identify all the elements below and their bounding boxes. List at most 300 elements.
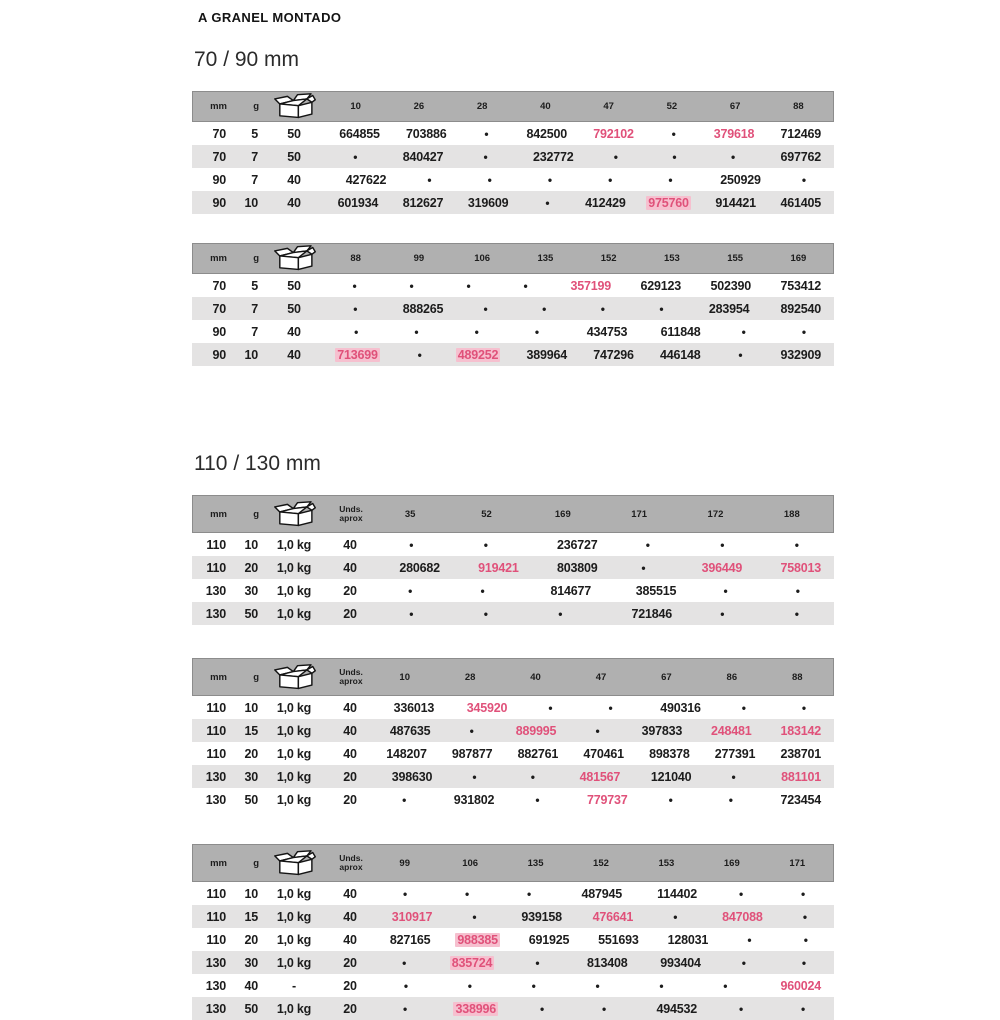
cell-pack: - — [292, 978, 296, 993]
cell-g: 15 — [244, 723, 258, 738]
cell-no-stock-dot: • — [487, 172, 492, 187]
cell-ref-code: 827165 — [389, 932, 431, 947]
cell-mm: 130 — [205, 606, 226, 621]
cell-ref-code: 847088 — [722, 909, 763, 924]
cell-pack: 50 — [287, 126, 301, 141]
cell-ref-code: 987877 — [451, 746, 493, 761]
cell-g: 10 — [244, 537, 258, 552]
cell-no-stock-dot: • — [720, 606, 725, 621]
cell-no-stock-dot: • — [472, 769, 477, 784]
cell-no-stock-dot: • — [731, 149, 736, 164]
col-header-mm: mm — [210, 508, 227, 520]
cell-ref-code: 753412 — [780, 278, 821, 293]
cell-mm: 70 — [212, 126, 226, 141]
cell-no-stock-dot: • — [601, 1001, 606, 1016]
cell-ref-code: 814677 — [550, 583, 591, 598]
table-row — [192, 951, 834, 974]
cell-units: 40 — [343, 886, 357, 901]
cell-ref-code: 487635 — [389, 723, 431, 738]
table-header-row — [192, 658, 834, 696]
col-header-code: 169 — [790, 253, 807, 264]
cell-ref-code: 481567 — [579, 769, 621, 784]
cell-ref-code: 713699 — [337, 347, 378, 362]
col-header-code: 40 — [530, 671, 541, 683]
cell-no-stock-dot: • — [728, 792, 733, 807]
col-header-code: 172 — [707, 508, 724, 520]
cell-units: 20 — [343, 769, 357, 784]
units-label-line2: aprox — [339, 676, 363, 686]
cell-no-stock-dot: • — [474, 324, 479, 339]
cell-no-stock-dot: • — [672, 149, 677, 164]
units-label-line1: Unds. — [339, 667, 363, 678]
cell-no-stock-dot: • — [600, 301, 605, 316]
cell-no-stock-dot: • — [409, 278, 414, 293]
cell-no-stock-dot: • — [738, 886, 743, 901]
cell-no-stock-dot: • — [723, 978, 728, 993]
open-box-icon — [263, 93, 327, 120]
col-header-code: 52 — [481, 508, 492, 520]
cell-pack: 1,0 kg — [276, 955, 312, 970]
cell-ref-code: 461405 — [780, 195, 821, 210]
cell-ref-code: 988385 — [457, 932, 498, 947]
col-header-code: 171 — [631, 508, 648, 520]
cell-ref-code: 236727 — [556, 537, 598, 552]
cell-ref-code: 412429 — [585, 195, 626, 210]
cell-no-stock-dot: • — [352, 278, 357, 293]
cell-no-stock-dot: • — [472, 909, 477, 924]
cell-no-stock-dot: • — [645, 537, 650, 552]
table-row — [192, 145, 834, 168]
cell-pack: 1,0 kg — [276, 723, 312, 738]
cell-g: 30 — [244, 769, 258, 784]
col-header-g: g — [253, 101, 259, 112]
cell-ref-code: 121040 — [650, 769, 692, 784]
cell-ref-code: 975760 — [648, 195, 689, 210]
cell-ref-code: 914421 — [715, 195, 756, 210]
cell-mm: 110 — [206, 537, 226, 552]
table-row — [192, 320, 834, 343]
cell-no-stock-dot: • — [539, 1001, 544, 1016]
col-header-code: 47 — [595, 671, 607, 683]
col-header-code: 99 — [399, 857, 410, 869]
section-70-90 — [192, 48, 834, 366]
cell-mm: 90 — [212, 324, 226, 339]
open-box-icon — [263, 501, 327, 528]
cell-no-stock-dot: • — [402, 1001, 407, 1016]
cell-ref-code: 310917 — [391, 909, 433, 924]
cell-pack: 1,0 kg — [276, 606, 312, 621]
cell-pack: 1,0 kg — [276, 909, 312, 924]
cell-no-stock-dot: • — [409, 606, 414, 621]
table-header-row — [192, 495, 834, 533]
col-header-units-aprox — [327, 668, 375, 686]
col-header-code: 135 — [527, 857, 544, 869]
cell-no-stock-dot: • — [801, 172, 806, 187]
cell-ref-code: 427622 — [345, 172, 387, 187]
cell-ref-code: 336013 — [393, 700, 435, 715]
cell-g: 10 — [244, 347, 258, 362]
table-row — [192, 533, 834, 556]
cell-ref-code: 357199 — [570, 278, 611, 293]
open-box-icon — [263, 850, 327, 877]
cell-no-stock-dot: • — [558, 606, 563, 621]
cell-units: 20 — [343, 978, 357, 993]
product-table — [192, 91, 834, 214]
cell-ref-code: 238701 — [780, 746, 822, 761]
cell-ref-code: 470461 — [583, 746, 624, 761]
cell-ref-code: 379618 — [713, 126, 755, 141]
cell-mm: 130 — [205, 769, 226, 784]
cell-units: 20 — [343, 792, 357, 807]
cell-pack: 1,0 kg — [276, 1001, 312, 1016]
col-header-code: 28 — [464, 671, 476, 683]
cell-no-stock-dot: • — [731, 769, 736, 784]
cell-ref-code: 397833 — [641, 723, 683, 738]
table-row — [192, 191, 834, 214]
cell-units: 40 — [343, 746, 357, 761]
col-header-code: 153 — [658, 857, 675, 869]
cell-no-stock-dot: • — [483, 301, 488, 316]
cell-mm: 110 — [206, 700, 226, 715]
cell-ref-code: 434753 — [586, 324, 628, 339]
cell-pack: 40 — [287, 172, 301, 187]
cell-ref-code: 812627 — [402, 195, 444, 210]
cell-ref-code: 114402 — [657, 886, 697, 901]
cell-no-stock-dot: • — [403, 978, 408, 993]
cell-ref-code: 489252 — [457, 347, 499, 362]
cell-ref-code: 840427 — [402, 149, 444, 164]
cell-no-stock-dot: • — [795, 583, 800, 598]
cell-mm: 90 — [212, 195, 226, 210]
col-header-code: 171 — [789, 857, 806, 869]
col-header-g: g — [253, 508, 259, 520]
cell-no-stock-dot: • — [535, 955, 540, 970]
table-row — [192, 765, 834, 788]
cell-ref-code: 502390 — [710, 278, 751, 293]
product-table — [192, 243, 834, 366]
table-row — [192, 343, 834, 366]
cell-no-stock-dot: • — [608, 172, 613, 187]
cell-no-stock-dot: • — [464, 886, 469, 901]
cell-ref-code: 128031 — [667, 932, 709, 947]
cell-ref-code: 703886 — [405, 126, 447, 141]
cell-g: 50 — [244, 792, 258, 807]
cell-no-stock-dot: • — [466, 278, 471, 293]
units-label-line1: Unds. — [339, 853, 363, 864]
cell-ref-code: 882761 — [517, 746, 559, 761]
cell-no-stock-dot: • — [354, 324, 359, 339]
cell-mm: 90 — [212, 172, 226, 187]
product-table — [192, 658, 834, 811]
cell-no-stock-dot: • — [531, 978, 536, 993]
col-header-mm: mm — [210, 857, 227, 869]
col-header-code: 106 — [462, 857, 479, 869]
cell-ref-code: 758013 — [780, 560, 821, 575]
cell-g: 50 — [244, 1001, 258, 1016]
cell-no-stock-dot: • — [659, 978, 664, 993]
cell-no-stock-dot: • — [641, 560, 646, 575]
cell-pack: 1,0 kg — [276, 792, 312, 807]
cell-mm: 110 — [206, 723, 226, 738]
cell-ref-code: 919421 — [478, 560, 519, 575]
cell-ref-code: 232772 — [532, 149, 574, 164]
col-header-code: 52 — [666, 101, 678, 112]
cell-ref-code: 389964 — [526, 347, 567, 362]
cell-g: 20 — [244, 932, 258, 947]
col-header-code: 88 — [793, 101, 804, 112]
cell-g: 10 — [244, 886, 258, 901]
units-label-line2: aprox — [339, 513, 363, 523]
col-header-code: 35 — [404, 508, 416, 520]
cell-no-stock-dot: • — [595, 978, 600, 993]
col-header-code: 10 — [399, 671, 410, 683]
cell-mm: 110 — [206, 560, 226, 575]
units-label-line1: Unds. — [339, 504, 363, 515]
cell-ref-code: 476641 — [592, 909, 634, 924]
cell-no-stock-dot: • — [747, 932, 752, 947]
cell-no-stock-dot: • — [484, 126, 489, 141]
cell-mm: 110 — [206, 746, 226, 761]
cell-no-stock-dot: • — [794, 537, 799, 552]
cell-ref-code: 248481 — [711, 723, 752, 738]
cell-no-stock-dot: • — [408, 583, 413, 598]
cell-ref-code: 892540 — [780, 301, 821, 316]
col-header-units-aprox — [327, 854, 375, 872]
col-header-mm: mm — [210, 101, 227, 112]
cell-ref-code: 813408 — [587, 955, 628, 970]
col-header-g: g — [253, 857, 259, 869]
cell-no-stock-dot: • — [414, 324, 419, 339]
cell-units: 20 — [343, 1001, 357, 1016]
cell-no-stock-dot: • — [409, 537, 414, 552]
table-row — [192, 168, 834, 191]
table-row — [192, 742, 834, 765]
cell-no-stock-dot: • — [720, 537, 725, 552]
cell-no-stock-dot: • — [608, 700, 613, 715]
cell-pack: 40 — [287, 195, 301, 210]
section-heading-110-130: 110 / 130 mm — [194, 452, 321, 475]
table-row — [192, 602, 834, 625]
cell-ref-code: 345920 — [466, 700, 508, 715]
cell-units: 20 — [343, 606, 357, 621]
cell-ref-code: 993404 — [660, 955, 701, 970]
table-row — [192, 997, 834, 1020]
cell-no-stock-dot: • — [427, 172, 432, 187]
cell-g: 30 — [244, 583, 258, 598]
cell-ref-code: 487945 — [581, 886, 622, 901]
cell-no-stock-dot: • — [353, 301, 358, 316]
cell-no-stock-dot: • — [738, 347, 743, 362]
cell-ref-code: 494532 — [656, 1001, 697, 1016]
cell-no-stock-dot: • — [402, 792, 407, 807]
cell-pack: 50 — [287, 149, 301, 164]
col-header-code: 86 — [726, 671, 738, 683]
cell-no-stock-dot: • — [801, 700, 806, 715]
table-row — [192, 297, 834, 320]
cell-pack: 1,0 kg — [276, 886, 312, 901]
cell-no-stock-dot: • — [467, 978, 472, 993]
cell-mm: 110 — [206, 909, 226, 924]
col-header-code: 169 — [723, 857, 740, 869]
cell-no-stock-dot: • — [738, 1001, 743, 1016]
tables-110-130 — [192, 495, 834, 1020]
cell-units: 20 — [343, 583, 357, 598]
table-row — [192, 696, 834, 719]
cell-ref-code: 803809 — [556, 560, 598, 575]
table-row — [192, 122, 834, 145]
cell-ref-code: 835724 — [451, 955, 493, 970]
cell-no-stock-dot: • — [483, 149, 488, 164]
cell-pack: 1,0 kg — [276, 560, 312, 575]
cell-g: 7 — [251, 172, 258, 187]
cell-pack: 1,0 kg — [276, 583, 312, 598]
cell-ref-code: 148207 — [386, 746, 427, 761]
cell-mm: 130 — [205, 792, 226, 807]
col-header-code: 26 — [413, 101, 425, 112]
cell-mm: 70 — [212, 301, 226, 316]
table-row — [192, 274, 834, 297]
cell-no-stock-dot: • — [480, 583, 485, 598]
cell-ref-code: 889995 — [515, 723, 557, 738]
cell-ref-code: 183142 — [780, 723, 821, 738]
cell-pack: 1,0 kg — [276, 700, 312, 715]
cell-no-stock-dot: • — [801, 324, 806, 339]
cell-units: 40 — [343, 700, 357, 715]
cell-ref-code: 398630 — [391, 769, 433, 784]
cell-units: 20 — [343, 955, 357, 970]
col-header-code: 169 — [554, 508, 571, 520]
cell-no-stock-dot: • — [668, 792, 673, 807]
table-header-row — [192, 844, 834, 882]
cell-ref-code: 551693 — [598, 932, 639, 947]
table-row — [192, 579, 834, 602]
table-header-row — [192, 243, 834, 274]
cell-ref-code: 250929 — [720, 172, 761, 187]
cell-ref-code: 490316 — [660, 700, 701, 715]
cell-units: 40 — [343, 537, 357, 552]
cell-no-stock-dot: • — [803, 932, 808, 947]
col-header-code: 99 — [413, 253, 425, 264]
cell-no-stock-dot: • — [547, 172, 552, 187]
cell-no-stock-dot: • — [673, 909, 678, 924]
cell-ref-code: 338996 — [455, 1001, 496, 1016]
col-header-units-aprox — [327, 505, 375, 523]
cell-ref-code: 747296 — [593, 347, 634, 362]
product-table — [192, 844, 834, 1020]
col-header-code: 40 — [540, 101, 551, 112]
cell-g: 7 — [251, 301, 258, 316]
cell-no-stock-dot: • — [668, 172, 673, 187]
cell-no-stock-dot: • — [542, 301, 547, 316]
cell-ref-code: 932909 — [780, 347, 821, 362]
cell-no-stock-dot: • — [535, 792, 540, 807]
cell-ref-code: 712469 — [780, 126, 821, 141]
catalog-page — [192, 0, 834, 1020]
cell-pack: 40 — [287, 347, 301, 362]
cell-no-stock-dot: • — [659, 301, 664, 316]
cell-ref-code: 277391 — [714, 746, 756, 761]
cell-ref-code: 898378 — [649, 746, 690, 761]
cell-ref-code: 960024 — [780, 978, 822, 993]
cell-no-stock-dot: • — [741, 324, 746, 339]
cell-g: 30 — [244, 955, 258, 970]
cell-no-stock-dot: • — [353, 149, 358, 164]
section-heading-70-90: 70 / 90 mm — [194, 48, 300, 71]
cell-pack: 1,0 kg — [276, 769, 312, 784]
col-header-code: 67 — [729, 101, 741, 112]
cell-ref-code: 931802 — [453, 792, 495, 807]
cell-pack: 40 — [287, 324, 301, 339]
cell-no-stock-dot: • — [417, 347, 422, 362]
cell-g: 10 — [244, 700, 258, 715]
cell-g: 40 — [244, 978, 258, 993]
open-box-icon — [263, 664, 327, 691]
cell-no-stock-dot: • — [483, 537, 488, 552]
col-header-code: 188 — [783, 508, 800, 520]
cell-g: 7 — [251, 149, 258, 164]
col-header-code: 10 — [350, 101, 361, 112]
cell-ref-code: 842500 — [526, 126, 567, 141]
col-header-code: 152 — [593, 857, 609, 869]
cell-mm: 130 — [205, 1001, 226, 1016]
cell-ref-code: 691925 — [528, 932, 570, 947]
table-row — [192, 719, 834, 742]
table-row — [192, 905, 834, 928]
cell-ref-code: 385515 — [635, 583, 677, 598]
cell-no-stock-dot: • — [613, 149, 618, 164]
section-110-130 — [192, 452, 834, 1020]
cell-ref-code: 697762 — [780, 149, 821, 164]
col-header-code: 88 — [350, 253, 361, 264]
table-row — [192, 928, 834, 951]
col-header-code: 153 — [663, 253, 680, 264]
cell-ref-code: 319609 — [467, 195, 509, 210]
col-header-code: 106 — [474, 253, 491, 264]
cell-g: 10 — [244, 195, 258, 210]
cell-no-stock-dot: • — [548, 700, 553, 715]
cell-mm: 130 — [205, 955, 226, 970]
cell-units: 40 — [343, 932, 357, 947]
cell-mm: 70 — [212, 149, 226, 164]
cell-g: 20 — [244, 560, 258, 575]
cell-no-stock-dot: • — [671, 126, 676, 141]
cell-mm: 90 — [212, 347, 226, 362]
cell-no-stock-dot: • — [402, 886, 407, 901]
cell-ref-code: 723454 — [780, 792, 821, 807]
table-row — [192, 974, 834, 997]
cell-no-stock-dot: • — [526, 886, 531, 901]
cell-ref-code: 779737 — [587, 792, 628, 807]
cell-ref-code: 721846 — [631, 606, 672, 621]
cell-no-stock-dot: • — [530, 769, 535, 784]
cell-ref-code: 601934 — [337, 195, 379, 210]
cell-ref-code: 888265 — [402, 301, 444, 316]
cell-no-stock-dot: • — [545, 195, 550, 210]
units-label-line2: aprox — [339, 862, 363, 872]
cell-no-stock-dot: • — [741, 700, 746, 715]
cell-g: 50 — [244, 606, 258, 621]
cell-no-stock-dot: • — [483, 606, 488, 621]
col-header-mm: mm — [210, 671, 227, 683]
cell-ref-code: 396449 — [701, 560, 743, 575]
cell-ref-code: 283954 — [708, 301, 750, 316]
col-header-code: 152 — [600, 253, 617, 264]
cell-no-stock-dot: • — [402, 955, 407, 970]
cell-ref-code: 611848 — [660, 324, 701, 339]
cell-ref-code: 792102 — [593, 126, 634, 141]
table-row — [192, 882, 834, 905]
cell-no-stock-dot: • — [469, 723, 474, 738]
